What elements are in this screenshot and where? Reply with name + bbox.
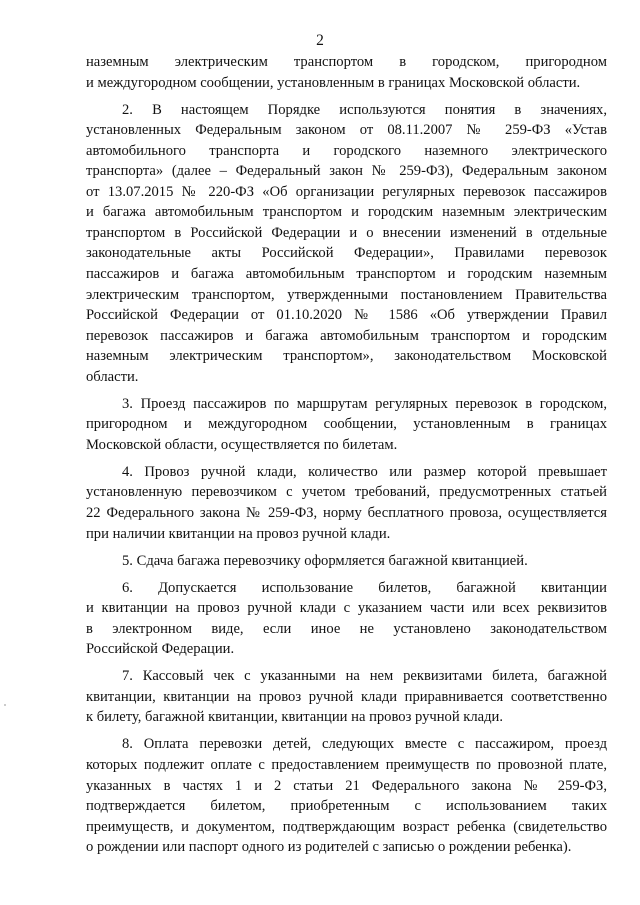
text-line: 2. В настоящем Порядке используются понятия в значениях, [122,101,607,118]
text-line: 4. Провоз ручной клади, количество или размер которой превышает [122,463,607,480]
text-line: 7. Кассовый чек с указанными на нем реквизитами билета, багажной [122,668,607,685]
paragraph-item-4 [86,462,607,544]
document-body [86,52,607,864]
text-line: преимуществ, и документом, подтверждающим возраст ребенка (свидетельство [86,818,607,835]
text-line: и квитанции на провоз ручной клади с указанием части или всех реквизитов [86,600,607,617]
text-line: квитанции, квитанции на провоз ручной клади приравнивается соответственно [86,688,607,705]
paragraph-item-6 [86,578,607,660]
paragraph-item-3 [86,394,607,456]
text-line: 6. Допускается использование билетов, багажной квитанции [122,579,607,596]
text-line: транспортом в Российской Федерации и о внесении изменений в отдельные [86,224,607,241]
text-line: о рождении или паспорт одного из родителей с записью о рождении ребенка). [86,839,572,856]
text-line: в электронном виде, если иное не установлено законодательством [86,620,607,637]
text-line: которых подлежит оплате с предоставлением преимуществ по провозной плате, [86,757,607,773]
text-line: подтверждается билетом, приобретенным с использованием таких [86,798,607,815]
text-line: перевозок пассажиров и багажа автомобильным транспортом и городским [86,327,607,344]
page-number: 2 [316,32,324,49]
text-line: при наличии квитанции на провоз ручной клади. [86,525,391,542]
text-line: Российской Федерации от 01.10.2020 № 1586 «Об утверждении Правил [86,307,607,324]
text-line: к билету, багажной квитанции, квитанции на провоз ручной клади. [86,709,504,726]
text-line: от 13.07.2015 № 220-ФЗ «Об организации регулярных перевозок пассажиров [86,183,607,200]
text-line: указанных в частях 1 и 2 статьи 21 Федерального закона № 259-ФЗ, [86,777,607,794]
text-line: 8. Оплата перевозки детей, следующих вместе с пассажиром, проезд [122,736,607,753]
text-line: Московской области, осуществляется по билетам. [86,436,398,453]
paragraph-item-8 [86,734,607,857]
text-line: законодательные акты Российской Федерации», Правилами перевозок [86,245,607,262]
text-line: 22 Федерального закона № 259-ФЗ, норму бесплатного провоза, осуществляется [86,504,607,521]
text-line: Российской Федерации. [86,641,235,658]
text-line: и междугородном сообщении, установленным в границах Московской области. [86,74,581,91]
paragraph-continuation [86,52,607,93]
scan-speck [4,704,6,706]
text-line: 3. Проезд пассажиров по маршрутам регулярных перевозок в городском, [122,395,607,412]
text-line: установленную перевозчиком с учетом требований, предусмотренных статьей [86,484,607,501]
text-line: установленных Федеральным законом от 08.11.2007 № 259-ФЗ «Устав [86,122,607,139]
text-line: области. [86,368,139,385]
text-line: и багажа автомобильным транспортом и городским наземным электрическим [86,204,607,221]
text-line: автомобильного транспорта и городского наземного электрического [86,142,607,159]
paragraph-item-5 [86,551,607,572]
text-line: электрическим транспортом, утвержденными постановлением Правительства [86,286,607,303]
paragraph-item-2 [86,100,607,388]
text-line: пассажиров и багажа автомобильным транспортом и городским наземным [86,265,607,282]
paragraph-item-7 [86,666,607,728]
text-line: пригородном и междугородном сообщении, установленным в границах [86,416,607,433]
text-line: 5. Сдача багажа перевозчику оформляется багажной квитанцией. [122,552,528,569]
text-line: транспорта» (далее – Федеральный закон № 259-ФЗ), Федеральным законом [86,163,607,180]
text-line: наземным электрическим транспортом в городском, пригородном [86,54,607,70]
text-line: наземным электрическим транспортом», законодательством Московской [86,348,607,365]
